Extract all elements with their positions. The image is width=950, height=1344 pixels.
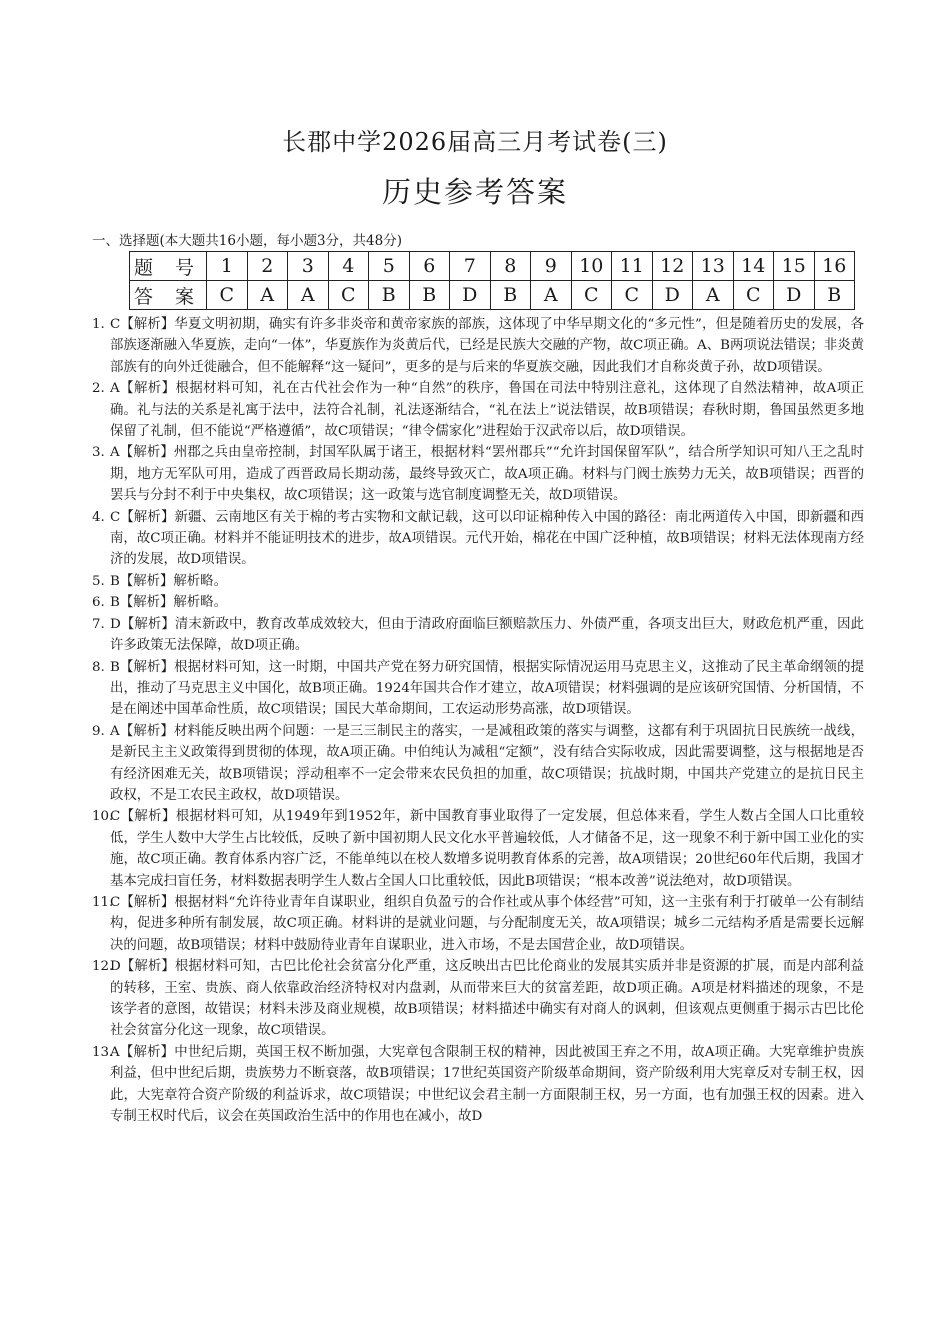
item-text: B【解析】根据材料可知，这一时期，中国共产党在努力研究国情，根据实际情况运用马克思主义，这推动了民主革命纲领的提出，推动了马克思主义中国化，故B项正确。1924年国共合作才建立，故A项错误；材料强调的是应该研究国情、分析国情，不是在阐述中国革命性质，故C项错误；国民大革命期间，工农运动形势高涨，故D项错误。 — [110, 659, 864, 718]
item-number: 11. — [92, 894, 114, 910]
question-number: 14 — [733, 252, 774, 281]
question-number: 15 — [774, 252, 815, 281]
explanation-item — [92, 571, 864, 592]
item-text: A【解析】州郡之兵由皇帝控制，封国军队属于诸王，根据材料“罢州郡兵”“允许封国保留军队”，结合所学知识可知八王之乱时期，地方无军队可用，造成了西晋政局长期动荡，最终导致灭亡，故A项正确。材料与门阀士族势力无关，故B项错误；西晋的罢兵与分封不利于中央集权，故C项错误；这一政策与选官制度调整无关，故D项错误。 — [110, 445, 864, 504]
question-number: 1 — [207, 252, 248, 281]
item-number: 6. — [92, 595, 105, 611]
explanation-item — [92, 592, 864, 613]
item-text: C【解析】新疆、云南地区有关于棉的考古实物和文献记载，这可以印证棉种传入中国的路径：南北两道传入中国，即新疆和西南，故C项正确。材料并不能证明技术的进步，故A项错误。元代开始，棉花在中国广泛种植，故B项错误；材料无法体现南方经济的发展，故D项错误。 — [110, 509, 864, 568]
item-text: A【解析】根据材料可知，礼在古代社会作为一种“自然”的秩序，鲁国在司法中特别注意礼，这体现了自然法精神，故A项正确。礼与法的关系是礼寓于法中，法符合礼制，礼法逐渐结合，“礼在法上”说法错误，故B项错误；春秋时期，鲁国虽然更多地保留了礼制，但不能说“严格遵循”，故C项错误；“律令儒家化”进程始于汉武帝以后，故D项错误。 — [110, 381, 864, 440]
question-number: 7 — [450, 252, 491, 281]
item-text: C【解析】根据材料“允许待业青年自谋职业，组织自负盈亏的合作社或从事个体经营”可知，这一主张有利于打破单一公有制结构，促进多种所有制发展，故C项正确。材料讲的是就业问题，与分配制度无关，故A项错误；城乡二元结构矛盾是需要长远解决的问题，故B项错误；材料中鼓励待业青年自谋职业，进入市场，不是去国营企业，故D项错误。 — [110, 894, 864, 953]
answer-letter: A — [247, 281, 288, 310]
question-number: 11 — [612, 252, 653, 281]
question-number: 9 — [531, 252, 572, 281]
explanation-item — [92, 442, 864, 506]
answer-row — [130, 281, 855, 310]
item-number: 1. — [92, 317, 105, 332]
item-number: 3. — [92, 445, 105, 461]
row-label: 答 案 — [130, 281, 207, 310]
answer-letter: B — [814, 281, 855, 310]
question-number: 12 — [652, 252, 693, 281]
explanation-item — [92, 721, 864, 807]
question-number: 5 — [369, 252, 410, 281]
explanation-item — [92, 1042, 864, 1128]
answer-letter: C — [733, 281, 774, 310]
item-number: 5. — [92, 573, 105, 589]
explanation-item — [92, 614, 864, 657]
item-text: B【解析】解析略。 — [110, 573, 227, 589]
question-number: 16 — [814, 252, 855, 281]
answer-letter: A — [693, 281, 734, 310]
item-text: B【解析】解析略。 — [110, 595, 227, 611]
item-text: A【解析】中世纪后期，英国王权不断加强，大宪章包含限制王权的精神，因此被国王弃之不用，故A项正确。大宪章维护贵族利益，但中世纪后期，贵族势力不断衰落，故B项错误；17世纪英国资产阶级革命期间，资产阶级利用大宪章反对专制王权，因此，大宪章符合资产阶级的利益诉求，故C项错误；中世纪议会君主制一方面限制王权，另一方面，也有加强王权的因素。进入专制王权时代后，议会在英国政治生活中的作用也在减小，故D — [110, 1044, 864, 1125]
question-number: 13 — [693, 252, 734, 281]
question-number: 3 — [288, 252, 329, 281]
answer-table — [129, 251, 855, 310]
explanation-item — [92, 892, 864, 956]
item-text: D【解析】根据材料可知，古巴比伦社会贫富分化严重，这反映出古巴比伦商业的发展其实质并非是资源的扩展，而是内部利益的转移，王室、贵族、商人依靠政治经济特权对内盘剥，从而带来巨大的贫富差距，故D项正确。A项是材料描述的现象，不是该学者的意图，故错误；材料未涉及商业规模，故B项错误；材料描述中确实有对商人的讽刺，但该观点更侧重于揭示古巴比伦社会贫富分化这一现象，故C项错误。 — [110, 959, 864, 1039]
question-number: 10 — [571, 252, 612, 281]
explanation-item — [92, 657, 864, 721]
item-number: 10. — [92, 809, 114, 825]
explanation-item — [92, 806, 864, 892]
explanation-item — [92, 314, 864, 378]
answer-letter: A — [288, 281, 329, 310]
answer-letter: B — [369, 281, 410, 310]
question-number: 6 — [409, 252, 450, 281]
item-number: 4. — [92, 509, 105, 525]
answer-letter: D — [450, 281, 491, 310]
answer-letter: B — [490, 281, 531, 310]
answer-letter: C — [571, 281, 612, 310]
question-number: 2 — [247, 252, 288, 281]
answer-letter: B — [409, 281, 450, 310]
item-text: A【解析】材料能反映出两个问题：一是三三制民主的落实，一是减租政策的落实与调整，这都有利于巩固抗日民族统一战线，是新民主主义政策得到贯彻的体现，故A项正确。中伯纯认为减租“定额”，没有结合实际收成，因此需要调整，这与根据地是否有经济困难无关，故B项错误；浮动租率不一定会带来农民负担的加重，故C项错误；抗战时期，中国共产党建立的是抗日民主政权，不是工农民主政权，故D项错误。 — [110, 723, 864, 803]
item-text: C【解析】根据材料可知，从1949年到1952年，新中国教育事业取得了一定发展，但总体来看，学生人数占全国人口比重较低，学生人数中大学生占比较低，反映了新中国初期人民文化水平普遍较低，人才储备不足，这一现象不利于新中国工业化的实施，故C项正确。教育体系内容广泛，不能单纯以在校人数增多说明教育体系的完善，故A项错误；20世纪60年代后期，我国才基本完成扫盲任务，材料数据表明学生人数占全国人口比重较低，因此B项错误；“根本改善”说法绝对，故D项错误。 — [110, 809, 864, 889]
answer-letter: C — [207, 281, 248, 310]
answer-key-subtitle: 历史参考答案 — [381, 175, 568, 209]
item-number: 7. — [92, 616, 105, 632]
item-text: D【解析】清末新政中，教育改革成效较大，但由于清政府面临巨额赔款压力、外债严重，各项支出巨大，财政危机严重，因此许多政策无法保障，故D项正确。 — [110, 616, 864, 654]
row-label: 题 号 — [130, 252, 207, 281]
section-heading: 一、选择题(本大题共16小题，每小题3分，共48分) — [92, 233, 402, 249]
item-number: 2. — [92, 381, 105, 397]
question-number: 8 — [490, 252, 531, 281]
answer-letter: D — [774, 281, 815, 310]
item-number: 13. — [92, 1044, 114, 1060]
question-number-row — [130, 252, 855, 281]
item-number: 8. — [92, 659, 105, 675]
item-number: 12. — [92, 959, 114, 975]
explanation-item — [92, 378, 864, 442]
answer-letter: A — [531, 281, 572, 310]
exam-title: 长郡中学2026届高三月考试卷(三) — [282, 128, 668, 156]
answer-letter: D — [652, 281, 693, 310]
item-text: C【解析】华夏文明初期，确实有许多非炎帝和黄帝家族的部族，这体现了中华早期文化的“多元性”，但是随着历史的发展，各部族逐渐融入华夏族，走向“一体”，华夏族作为炎黄后代，已经是民族大交融的产物，故C项正确。A、B两项说法错误；非炎黄部族有的向外迁徙融合，但不能解释“这一疑问”，更多的是与后来的华夏族交融，因此我们才自称炎黄子孙，故D项错误。 — [110, 317, 864, 375]
explanation-list — [92, 314, 864, 1127]
answer-letter: C — [328, 281, 369, 310]
answer-letter: C — [612, 281, 653, 310]
explanation-item — [92, 956, 864, 1042]
question-number: 4 — [328, 252, 369, 281]
explanation-item — [92, 507, 864, 571]
item-number: 9. — [92, 723, 105, 739]
